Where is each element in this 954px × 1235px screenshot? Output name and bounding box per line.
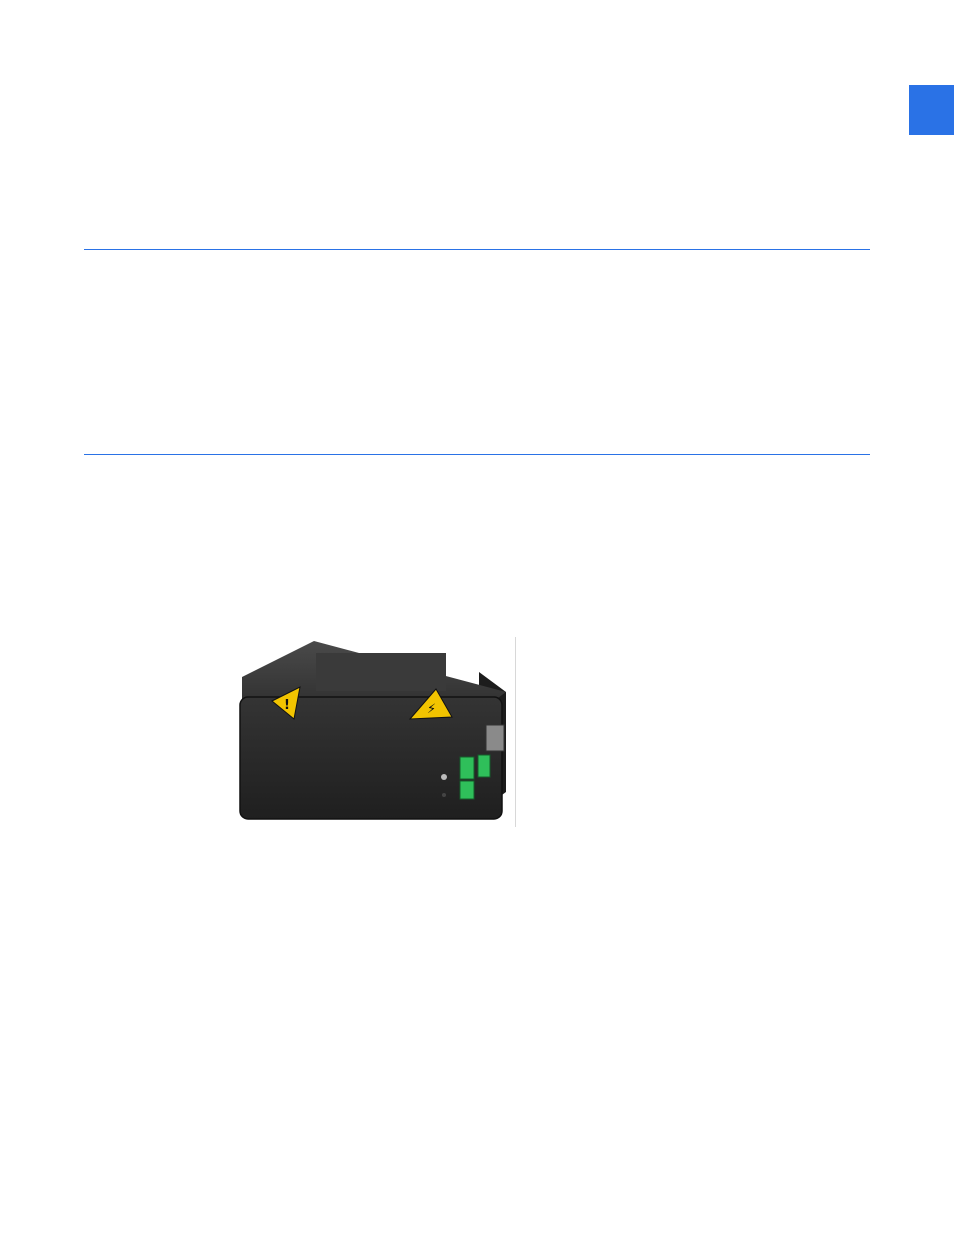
svg-text:⚡: ⚡ bbox=[427, 702, 437, 717]
status-led bbox=[442, 793, 446, 797]
vent-grid bbox=[316, 653, 446, 691]
ethernet-switch-image bbox=[224, 637, 515, 827]
svg-text:!: ! bbox=[284, 698, 290, 713]
section-divider bbox=[84, 249, 870, 250]
figure-frame bbox=[224, 637, 516, 827]
fiber-connector bbox=[486, 725, 504, 751]
power-led bbox=[441, 774, 447, 780]
section-divider bbox=[84, 454, 870, 455]
chapter-tab bbox=[909, 85, 954, 135]
figure-caption bbox=[213, 601, 218, 616]
